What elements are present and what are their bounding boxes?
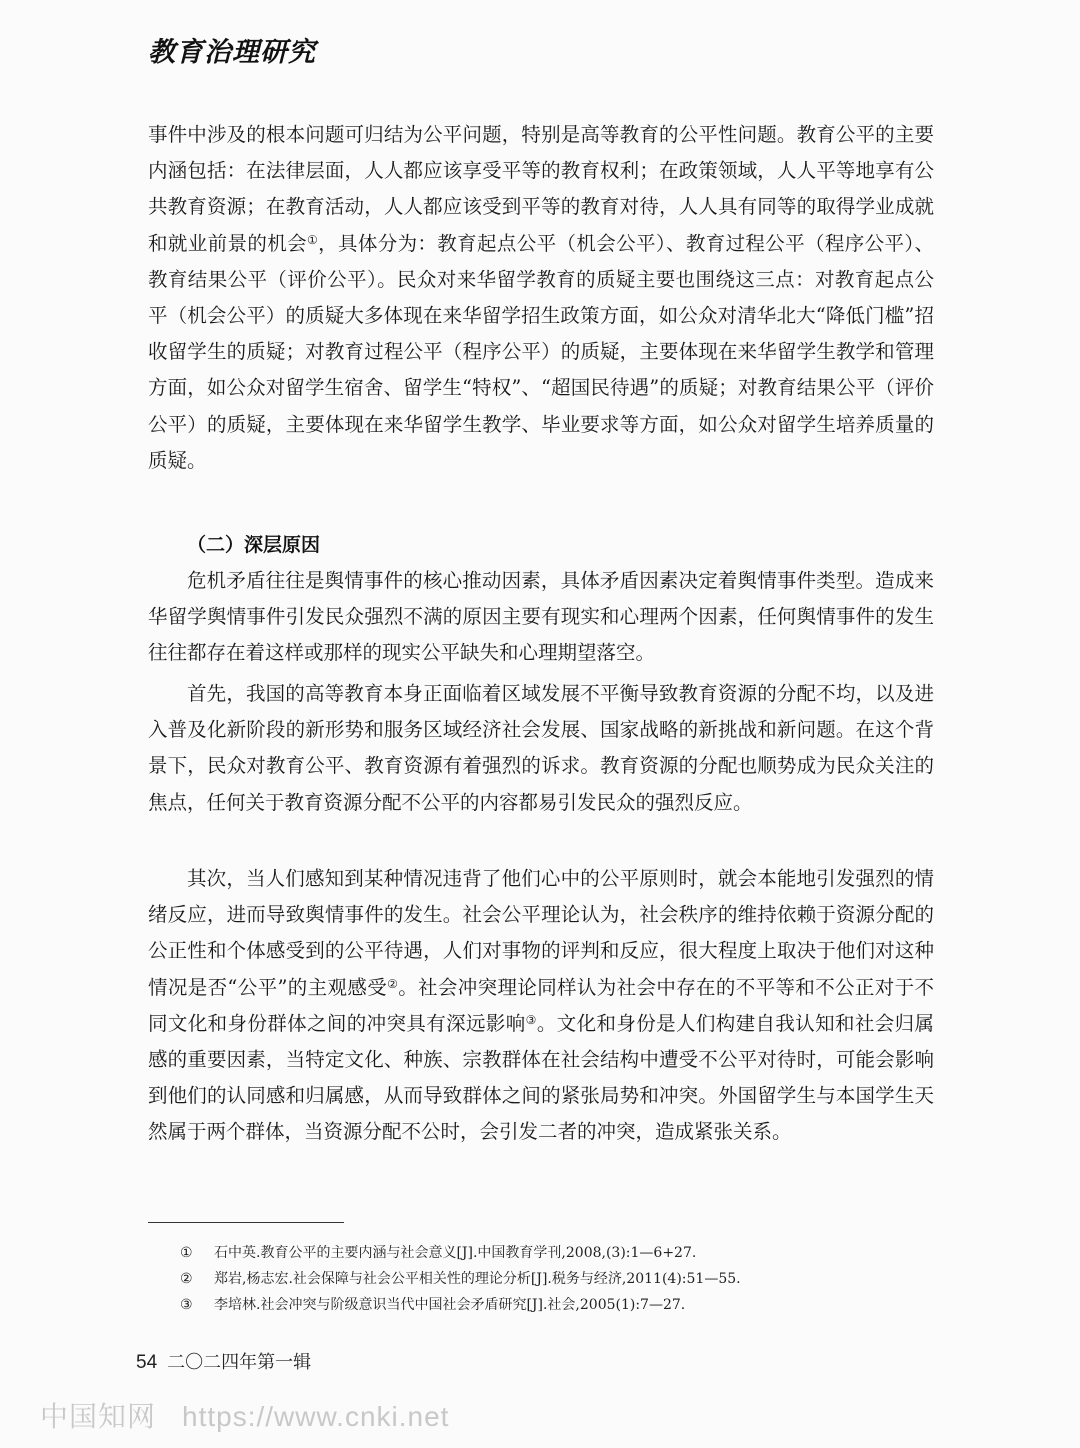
body-paragraph-3: 首先，我国的高等教育本身正面临着区域发展不平衡导致教育资源的分配不均，以及进入普及化新阶段的新形势和服务区域经济社会发展、国家战略的新挑战和新问题。在这个背景下，民众对教育公平、教育资源有着强烈的诉求。教育资源的分配也顺势成为民众关注的焦点，任何关于教育资源分配不公平的内容都易引发民众的强烈反应。 xyxy=(148,682,934,814)
issue-label: 二〇二四年第一辑 xyxy=(167,1352,312,1373)
body-paragraph-2: 危机矛盾往往是舆情事件的核心推动因素，具体矛盾因素决定着舆情事件类型。造成来华留学舆情事件引发民众强烈不满的原因主要有现实和心理两个因素，任何舆情事件的发生往往都存在着这样或那样的现实公平缺失和心理期望落空。 xyxy=(148,569,934,665)
paragraph-4-text-c: 。文化和身份是人们构建自我认知和社会归属感的重要因素，当特定文化、种族、宗教群体在社会结构中遭受不公平对待时，可能会影响到他们的认同感和归属感，从而导致群体之间的紧张局势和冲突。外国留学生与本国学生天然属于两个群体，当资源分配不公时，会引发二者的冲突，造成紧张关系。 xyxy=(148,1011,934,1144)
footnote-divider xyxy=(148,1222,344,1223)
footnote-ref-2[interactable]: ② xyxy=(387,976,399,991)
footnote-mark: ③ xyxy=(180,1297,193,1313)
footnotes xyxy=(180,1240,940,1318)
footnote-ref-3[interactable]: ③ xyxy=(525,1012,537,1027)
footnote-item xyxy=(180,1292,940,1318)
page-number: 54 xyxy=(136,1352,158,1373)
section-heading: （二）深层原因 xyxy=(187,534,321,556)
paragraph-1-text-b: ，具体分为：教育起点公平（机会公平）、教育过程公平（程序公平）、教育结果公平（评价公平）。民众对来华留学教育的质疑主要也围绕这三点：对教育起点公平（机会公平）的质疑大多体现在来华留学招生政策方面，如公众对清华北大“降低门槛”招收留学生的质疑；对教育过程公平（程序公平）的质疑，主要体现在来华留学生教学和管理方面，如公众对留学生宿舍、留学生“特权”、“超国民待遇”的质疑；对教育结果公平（评价公平）的质疑，主要体现在来华留学生教学、毕业要求等方面，如公众对留学生培养质量的质疑。 xyxy=(148,231,934,472)
watermark-url[interactable]: https://www.cnki.net xyxy=(182,1401,450,1432)
paragraph-1-text-a: 事件中涉及的根本问题可归结为公平问题，特别是高等教育的公平性问题。教育公平的主要内涵包括：在法律层面，人人都应该享受平等的教育权利；在政策领域，人人平等地享有公共教育资源；在教育活动，人人都应该受到平等的教育对待，人人具有同等的取得学业成就和就业前景的机会 xyxy=(148,123,934,255)
footnote-item xyxy=(180,1240,940,1266)
footnote-text: 郑岩,杨志宏.社会保障与社会公平相关性的理论分析[J].税务与经济,2011(4):51—55. xyxy=(214,1271,741,1287)
footnote-item xyxy=(180,1266,940,1292)
body-paragraph-1 xyxy=(148,117,934,479)
footnote-text: 李培林.社会冲突与阶级意识当代中国社会矛盾研究[J].社会,2005(1):7—27. xyxy=(214,1297,686,1313)
body-paragraph-4 xyxy=(148,861,934,1151)
footnote-text: 石中英.教育公平的主要内涵与社会意义[J].中国教育学刊,2008,(3):1—6+27. xyxy=(214,1245,697,1261)
paragraph-4-text-a: 其次，当人们感知到某种情况违背了他们心中的公平原则时，就会本能地引发强烈的情绪反应，进而导致舆情事件的发生。社会公平理论认为，社会秩序的维持依赖于资源分配的公正性和个体感受到的公平待遇，人们对事物的评判和反应，很大程度上取决于他们对这种情况是否“公平”的主观感受 xyxy=(148,867,934,999)
footnote-ref-1[interactable]: ① xyxy=(306,232,319,247)
cnki-watermark xyxy=(40,1395,449,1435)
paragraph-4-text-b: 。社会冲突理论同样认为社会中存在的不平等和不公正对于不同文化和身份群体之间的冲突具有深远影响 xyxy=(148,975,934,1035)
footnote-mark: ② xyxy=(180,1271,193,1287)
footnote-mark: ① xyxy=(180,1245,193,1261)
watermark-brand: 中国知网 xyxy=(40,1401,157,1432)
page-footer xyxy=(136,1348,311,1374)
running-head-journal-title: 教育治理研究 xyxy=(148,37,316,68)
